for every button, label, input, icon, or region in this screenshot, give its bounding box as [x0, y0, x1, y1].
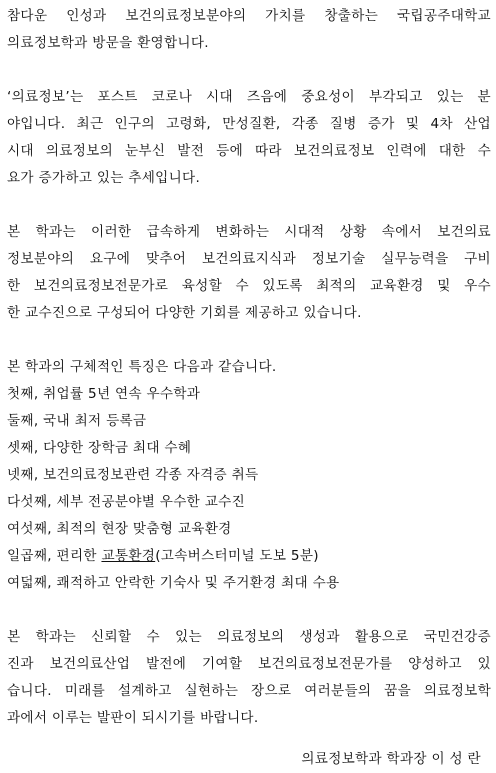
feature-item-7-prefix: 일곱째, 편리한 [7, 548, 102, 564]
feature-item-8: 여덟째, 쾌적하고 안락한 기숙사 및 주거환경 최대 수용 [7, 575, 340, 591]
para2-line-1: 본 학과는 이러한 급속하게 변화하는 시대적 상황 속에서 보건의료 [7, 224, 491, 240]
para1-line-4: 요가 증가하고 있는 추세입니다. [7, 170, 201, 186]
feature-item-1: 첫째, 취업률 5년 연속 우수학과 [7, 386, 201, 402]
signature: 의료정보학과 학과장 이 성 란 [301, 751, 481, 767]
para1-line-2: 야입니다. 최근 인구의 고령화, 만성질환, 각종 질병 증가 및 4차 산업 [7, 116, 491, 132]
intro-line-2: 의료정보학과 방문을 환영합니다. [7, 35, 209, 51]
para1-line-1: ‘의료정보’는 포스트 코로나 시대 즈음에 중요성이 부각되고 있는 분 [7, 89, 491, 105]
feature-item-3: 셋째, 다양한 장학금 최대 수혜 [7, 440, 192, 456]
para3-line-3: 습니다. 미래를 설계하고 실현하는 장으로 여러분들의 꿈을 의료정보학 [7, 683, 491, 699]
feature-item-4: 넷째, 보건의료정보관련 각종 자격증 취득 [7, 467, 259, 483]
para2-line-2: 정보분야의 요구에 맞추어 보건의료지식과 정보기술 실무능력을 구비 [7, 251, 491, 267]
para3-line-1: 본 학과는 신뢰할 수 있는 의료정보의 생성과 활용으로 국민건강증 [7, 629, 491, 645]
document-body [7, 3, 491, 773]
para3-line-2: 진과 보건의료산업 발전에 기여할 보건의료정보전문가를 양성하고 있 [7, 656, 491, 672]
feature-item-6: 여섯째, 최적의 현장 맞춤형 교육환경 [7, 521, 232, 537]
para2-line-4: 한 교수진으로 구성되어 다양한 기회를 제공하고 있습니다. [7, 305, 362, 321]
para2-line-3: 한 보건의료정보전문가로 육성할 수 있도록 최적의 교육환경 및 우수 [7, 278, 491, 294]
feature-item-7-suffix: (고속버스터미널 도보 5분) [155, 548, 319, 564]
intro-line-1: 참다운 인성과 보건의료정보분야의 가치를 창출하는 국립공주대학교 [7, 8, 491, 24]
para3-line-4: 과에서 이루는 발판이 되시기를 바랍니다. [7, 710, 259, 726]
feature-item-5: 다섯째, 세부 전공분야별 우수한 교수진 [7, 494, 246, 510]
para1-line-3: 시대 의료정보의 눈부신 발전 등에 따라 보건의료정보 인력에 대한 수 [7, 143, 491, 159]
feature-item-2: 둘째, 국내 최저 등록금 [7, 413, 147, 429]
spacer [7, 327, 491, 354]
features-heading: 본 학과의 구체적인 특징은 다음과 같습니다. [7, 359, 277, 375]
feature-item-7-underlined: 교통환경 [101, 548, 156, 564]
spacer [7, 597, 491, 624]
feature-item-7 [7, 543, 491, 570]
spacer [7, 192, 491, 219]
spacer [7, 57, 491, 84]
